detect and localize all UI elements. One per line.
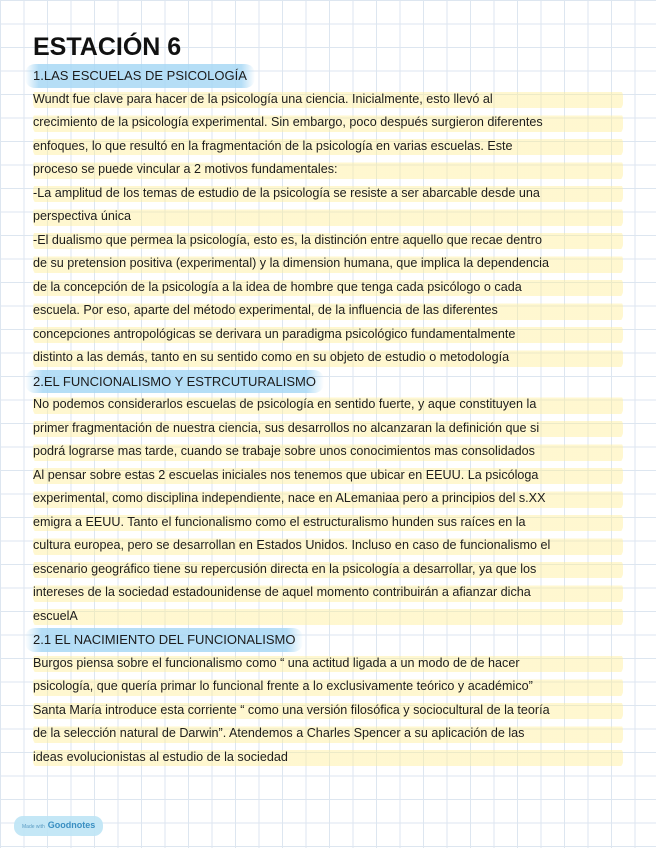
section-functionalism-structuralism (33, 370, 623, 629)
text-line: de la selección natural de Darwin”. Atendemos a Charles Spencer a su aplicación de las (33, 722, 623, 746)
made-with-label: Made with (22, 824, 45, 830)
text-line: Santa María introduce esta corriente “ como una versión filosófica y sociocultural de la teoría (33, 699, 623, 723)
text-line: emigra a EEUU. Tanto el funcionalismo como el estructuralismo hunden sus raíces en la (33, 511, 623, 535)
text-line: No podemos considerarlos escuelas de psicología en sentido fuerte, y aque constituyen la (33, 393, 623, 417)
text-line: escuela. Por eso, aparte del método experimental, de la influencia de las diferentes (33, 299, 623, 323)
section-body (33, 393, 623, 628)
text-line: ideas evolucionistas al estudio de la sociedad (33, 746, 623, 770)
text-line: enfoques, lo que resultó en la fragmentación de la psicología en varias escuelas. Este (33, 135, 623, 159)
section-heading: 1.LAS ESCUELAS DE PSICOLOGÍA (25, 64, 255, 88)
text-line: experimental, como disciplina independiente, nace en ALemaniaa pero a principios del s.XX (33, 487, 623, 511)
text-line: podrá lograrse mas tarde, cuando se trabaje sobre unos conocimientos mas consolidados (33, 440, 623, 464)
text-line: -El dualismo que permea la psicología, esto es, la distinción entre aquello que recae dentro (33, 229, 623, 253)
text-line: de la concepción de la psicología a la idea de hombre que tenga cada psicólogo o cada (33, 276, 623, 300)
text-line: intereses de la sociedad estadounidense de aquel momento contribuirán a afianzar dicha (33, 581, 623, 605)
goodnotes-badge (14, 816, 103, 836)
section-heading: 2.EL FUNCIONALISMO Y ESTRCUTURALISMO (25, 370, 324, 394)
text-line: concepciones antropológicas se derivara un paradigma psicológico fundamentalmente (33, 323, 623, 347)
section-heading: 2.1 EL NACIMIENTO DEL FUNCIONALISMO (25, 628, 303, 652)
text-line: distinto a las demás, tanto en su sentido como en su objeto de estudio o metodología (33, 346, 623, 370)
note-page (33, 32, 623, 769)
goodnotes-logo: Goodnotes (47, 820, 96, 830)
text-line: perspectiva única (33, 205, 623, 229)
text-line: primer fragmentación de nuestra ciencia, sus desarrollos no alcanzaran la definición que si (33, 417, 623, 441)
section-body (33, 88, 623, 370)
text-line: escuelA (33, 605, 623, 629)
text-line: crecimiento de la psicología experimental. Sin embargo, poco después surgieron diferentes (33, 111, 623, 135)
text-line: -La amplitud de los temas de estudio de la psicología se resiste a ser abarcable desde una (33, 182, 623, 206)
page-title: ESTACIÓN 6 (33, 33, 182, 61)
text-line: de su pretension positiva (experimental) y la dimension humana, que implica la dependencia (33, 252, 623, 276)
section-schools (33, 64, 623, 370)
text-line: cultura europea, pero se desarrollan en Estados Unidos. Incluso en caso de funcionalismo el (33, 534, 623, 558)
text-line: proceso se puede vincular a 2 motivos fundamentales: (33, 158, 623, 182)
text-line: Wundt fue clave para hacer de la psicología una ciencia. Inicialmente, esto llevó al (33, 88, 623, 112)
section-body (33, 652, 623, 770)
text-line: Burgos piensa sobre el funcionalismo como “ una actitud ligada a un modo de de hacer (33, 652, 623, 676)
text-line: psicología, que quería primar lo funcional frente a lo exclusivamente teórico y académico” (33, 675, 623, 699)
text-line: Al pensar sobre estas 2 escuelas iniciales nos tenemos que ubicar en EEUU. La psicóloga (33, 464, 623, 488)
section-birth-of-functionalism (33, 628, 623, 769)
text-line: escenario geográfico tiene su repercusión directa en la psicología a desarrollar, ya que los (33, 558, 623, 582)
